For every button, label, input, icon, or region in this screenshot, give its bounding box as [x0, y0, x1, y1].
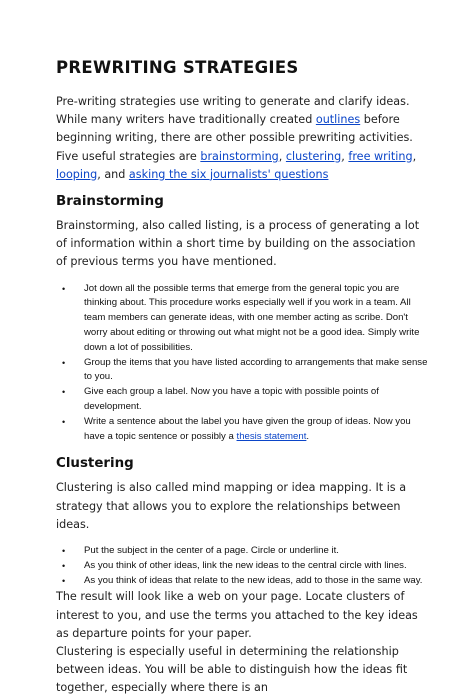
list-item [56, 559, 428, 574]
bullet-icon: • [62, 416, 66, 427]
intro-paragraph [56, 93, 428, 184]
list-item-text: Write a sentence about the label you have given the group of ideas. Now you have a topic sentence or possibly a [84, 415, 411, 442]
outlines-link[interactable]: outlines [315, 113, 361, 127]
separator: , [278, 149, 286, 163]
list-item-text: Give each group a label. Now you have a topic with possible points of development. [84, 386, 379, 412]
free-writing-link[interactable]: free writing [348, 149, 413, 163]
clustering-usefulness-paragraph: Clustering is especially useful in determining the relationship between ideas. You will be able to distinguish how the ideas fit together, especially where there is an [56, 645, 408, 695]
clustering-paragraph: Clustering is also called mind mapping or idea mapping. It is a strategy that allows you to explore the relationships between ideas. [56, 481, 407, 531]
clustering-heading: Clustering [56, 456, 134, 472]
list-item-text: Put the subject in the center of a page. Circle or underline it. [84, 545, 339, 556]
list-item [56, 415, 428, 445]
six-questions-link[interactable]: asking the six journalists' questions [128, 167, 329, 181]
bullet-icon: • [62, 357, 66, 368]
brainstorming-paragraph: Brainstorming, also called listing, is a process of generating a lot of information within a short time by building on the association of previous terms you have mentioned. [56, 219, 420, 269]
list-item [56, 574, 428, 589]
list-item-text: . [306, 430, 310, 442]
looping-link[interactable]: looping [56, 167, 98, 181]
list-item [56, 356, 428, 386]
separator: , and [97, 167, 129, 181]
clustering-result-paragraph: The result will look like a web on your page. Locate clusters of interest to you, and use the terms you attached to the key ideas as departure points for your paper. [56, 590, 418, 640]
list-item [56, 544, 428, 559]
intro-text: Pre-writing strategies use writing to generate and clarify ideas. While many writers have traditionally created [56, 95, 410, 127]
clustering-list [56, 544, 428, 588]
separator: , [412, 149, 417, 163]
clustering-link[interactable]: clustering [285, 149, 342, 163]
separator: , [341, 149, 349, 163]
list-item-text: Group the items that you have listed according to arrangements that make sense to you. [84, 356, 428, 383]
list-item-text: Jot down all the possible terms that emerge from the general topic you are thinking about. This procedure works especially well if you work in a team. All team members can generate ideas, with one member acting as scribe. Don't worry about editing or throwing out what might not be a good idea. Simply write down a lot of possibilities. [84, 282, 420, 353]
bullet-icon: • [62, 283, 66, 294]
bullet-icon: • [62, 560, 66, 571]
brainstorming-heading: Brainstorming [56, 194, 164, 210]
thesis-statement-link[interactable]: thesis statement [236, 430, 307, 442]
brainstorming-link[interactable]: brainstorming [200, 149, 279, 163]
list-item-text: As you think of other ideas, link the new ideas to the central circle with lines. [84, 559, 407, 571]
brainstorming-list [56, 282, 428, 445]
intro-text: before beginning writing, there are other possible prewriting activities. Five useful strategies are [56, 113, 413, 163]
page-title: PREWRITING STRATEGIES [56, 58, 299, 77]
list-item-text: As you think of ideas that relate to the new ideas, add to those in the same way. [84, 574, 423, 586]
bullet-icon: • [62, 387, 66, 398]
bullet-icon: • [62, 546, 66, 556]
list-item [56, 282, 428, 356]
list-item [56, 385, 428, 415]
bullet-icon: • [62, 575, 66, 586]
